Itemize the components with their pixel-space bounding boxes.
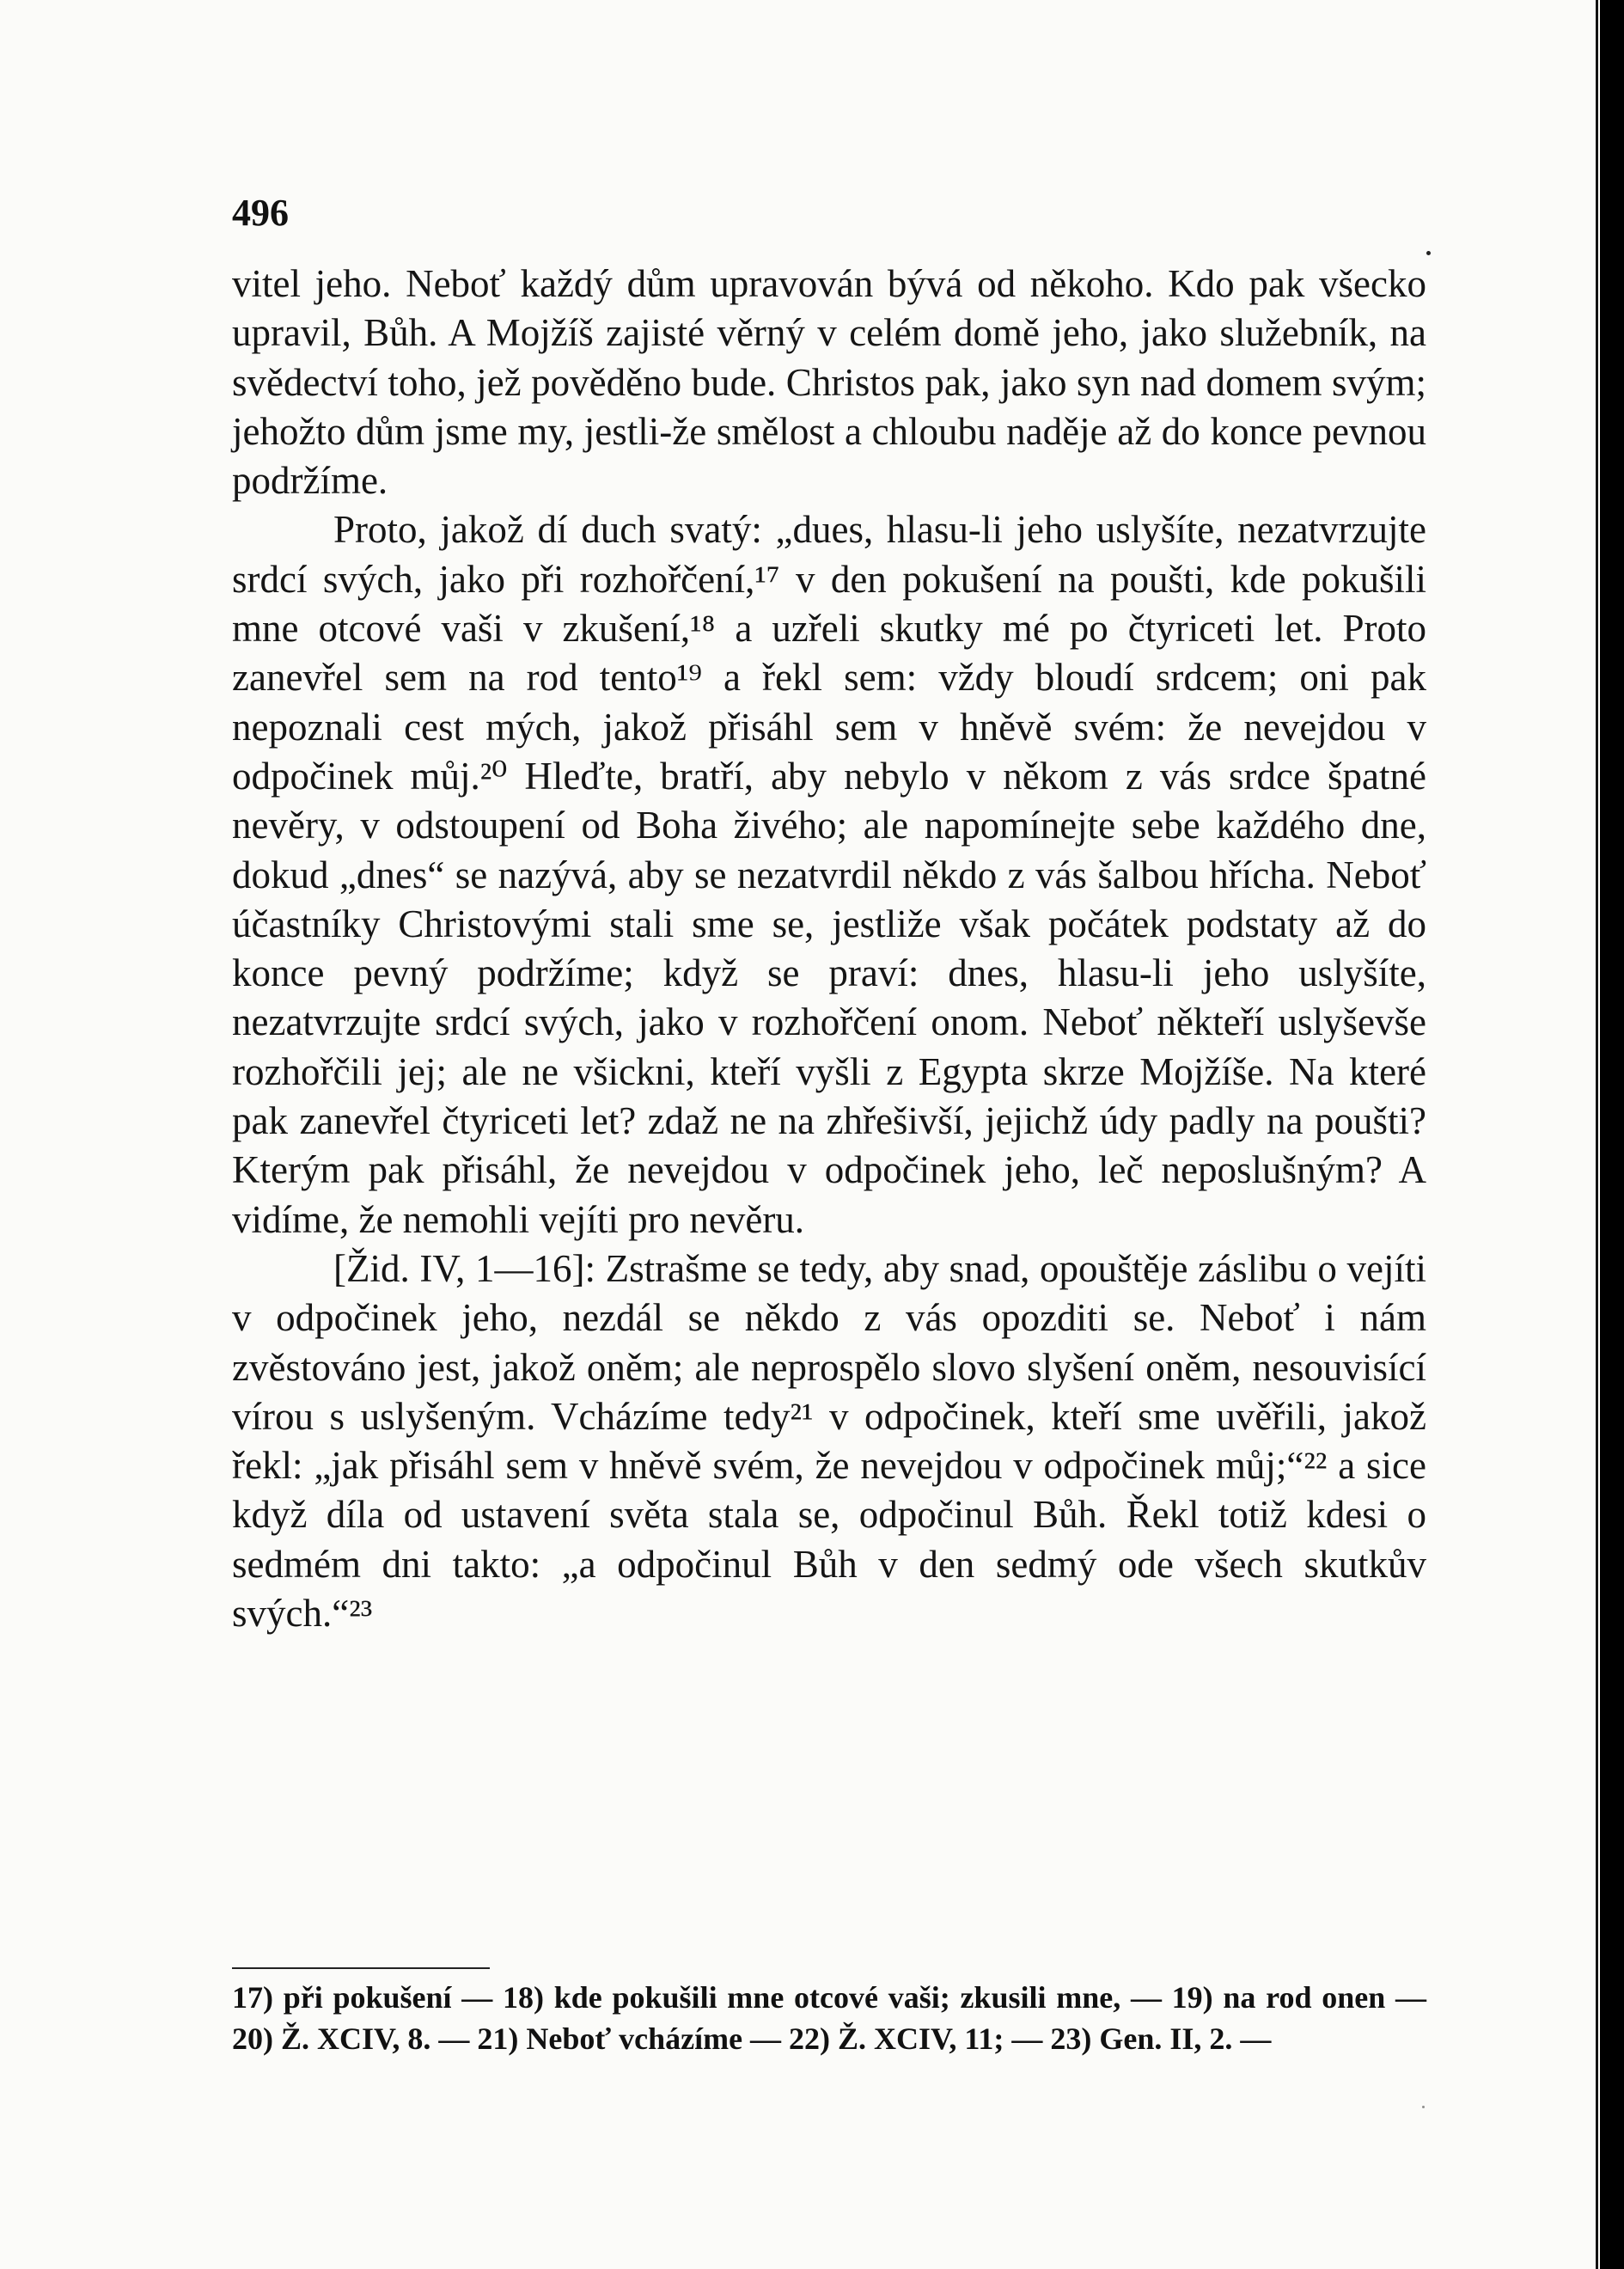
body-text <box>232 260 1426 1638</box>
paragraph-1: vitel jeho. Neboť každý dům upravován bývá od někoho. Kdo pak všecko upravil, Bůh. A Mojžíš zajisté věrný v celém domě jeho, jako služebník, na svědectví toho, jež pověděno bude. Christos pak, jako syn nad domem svým; jehožto dům jsme my, jestli-že smělost a chloubu naděje až do konce pevnou podržíme. <box>232 262 1426 503</box>
footnote-divider <box>232 1967 490 1969</box>
paragraph-3: [Žid. IV, 1—16]: Zstrašme se tedy, aby snad, opouštěje záslibu o vejíti v odpočinek jeho, nezdál se někdo z vás opozditi se. Neboť i nám zvěstováno jest, jakož oněm; ale neprospělo slovo slyšení oněm, nesouvisící vírou s uslyšeným. Vcházíme tedy²¹ v odpočinek, kteří sme uvěřili, jakož řekl: „jak přisáhl sem v hněvě svém, že nevejdou v odpočinek můj;“²² a sice když díla od ustavení světa stala se, odpočinul Bůh. Řekl totiž kdesi o sedmém dni takto: „a odpočinul Bůh v den sedmý ode všech skutkův svých.“²³ <box>232 1246 1426 1636</box>
scan-edge-line <box>1596 0 1598 2269</box>
page-number: 496 <box>232 192 289 234</box>
print-speck <box>1426 251 1431 255</box>
print-speck <box>1422 2106 1425 2108</box>
footnotes: 17) při pokušení — 18) kde pokušili mne otcové vaši; zkusili mne, — 19) na rod onen — 20) Ž. XCIV, 8. — 21) Neboť vcházíme — 22) Ž. XCIV, 11; — 23) Gen. II, 2. — <box>232 1980 1426 2056</box>
scan-right-edge <box>1600 0 1624 2269</box>
paragraph-2: Proto, jakož dí duch svatý: „dues, hlasu-li jeho uslyšíte, nezatvrzujte srdcí svých, jako při rozhořčení,¹⁷ v den pokušení na poušti, kde pokušili mne otcové vaši v zkušení,¹⁸ a uzřeli skutky mé po čtyriceti let. Proto zanevřel sem na rod tento¹⁹ a řekl sem: vždy bloudí srdcem; oni pak nepoznali cest mých, jakož přisáhl sem v hněvě svém: že nevejdou v odpočinek můj.²⁰ Hleďte, bratří, aby nebylo v někom z vás srdce špatné nevěry, v odstoupení od Boha živého; ale napomínejte sebe každého dne, dokud „dnes“ se nazývá, aby se nezatvrdil někdo z vás šalbou hřícha. Neboť účastníky Christovými stali sme se, jestliže však počátek podstaty až do konce pevný podržíme; když se praví: dnes, hlasu-li jeho uslyšíte, nezatvrzujte srdcí svých, jako v rozhořčení onom. Neboť někteří uslyševše rozhořčili jej; ale ne všickni, kteří vyšli z Egypta skrze Mojžíše. Na které pak zanevřel čtyriceti let? zdaž ne na zhřešivší, jejichž údy padly na poušti? Kterým pak přisáhl, že nevejdou v odpočinek jeho, leč neposlušným? A vidíme, že nemohli vejíti pro nevěru. <box>232 508 1426 1241</box>
